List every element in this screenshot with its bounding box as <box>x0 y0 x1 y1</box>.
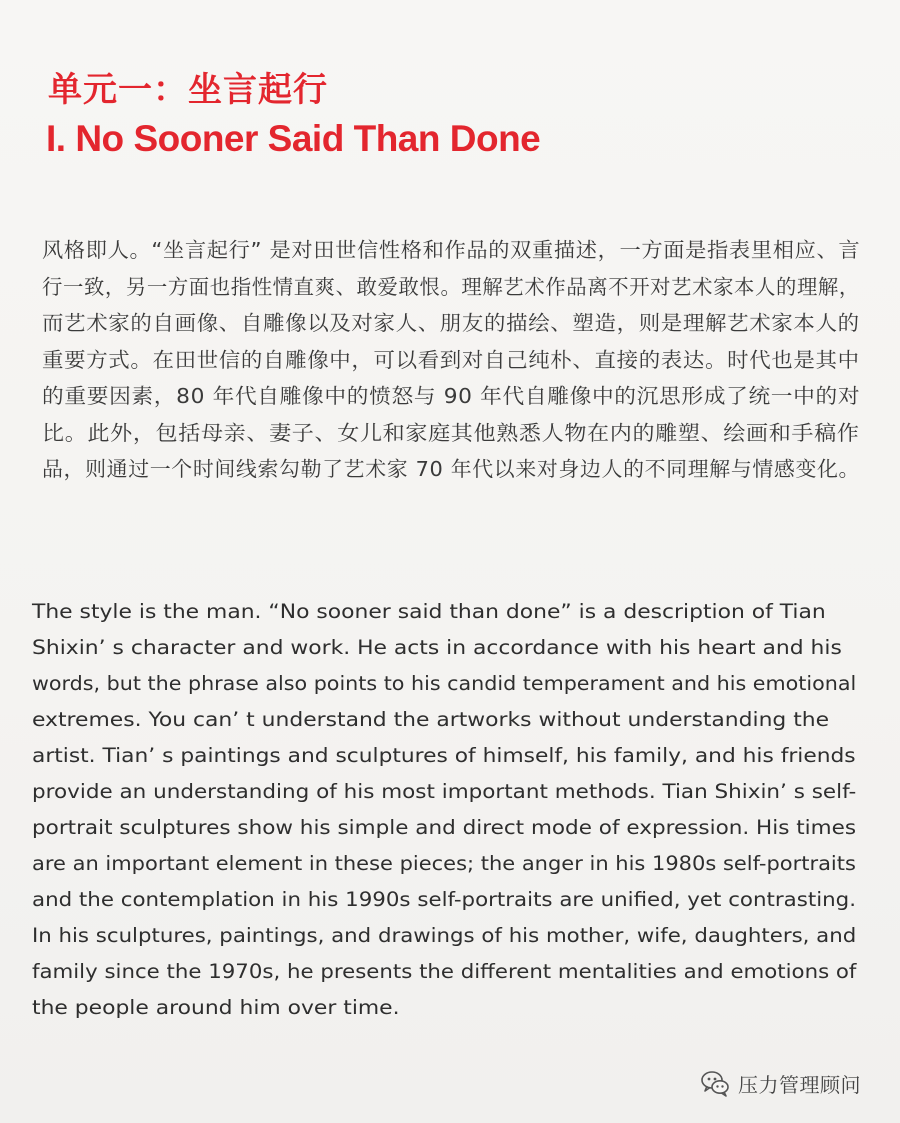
english-line: and the contemplation in his 1990s self-portraits are unified, yet contrasting. <box>32 888 856 911</box>
chinese-line: 风格即人。“坐言起行” 是对田世信性格和作品的双重描述，一方面是指表里相应、言 <box>42 238 861 262</box>
english-line: family since the 1970s, he presents the different mentalities and emotions of <box>32 960 857 983</box>
english-line: portrait sculptures show his simple and direct mode of expression. His times <box>32 816 857 839</box>
english-line: Shixin’ s character and work. He acts in accordance with his heart and his <box>32 636 842 659</box>
wechat-watermark <box>700 1068 861 1098</box>
english-line: the people around him over time. <box>32 996 400 1019</box>
chinese-line: 品，则通过一个时间线索勾勒了艺术家 70 年代以来对身边人的不同理解与情感变化。 <box>42 457 861 481</box>
english-paragraph <box>32 594 862 1026</box>
chinese-line: 行一致，另一方面也指性情直爽、敢爱敢恨。理解艺术作品离不开对艺术家本人的理解， <box>42 274 860 299</box>
watermark-text: 压力管理顾问 <box>738 1072 861 1097</box>
wechat-icon <box>700 1068 730 1098</box>
chinese-paragraph <box>42 232 862 488</box>
english-line: The style is the man. “No sooner said than done” is a description of Tian <box>32 600 826 623</box>
section-title-chinese: 单元一：坐言起行 <box>48 70 328 110</box>
section-title-english: I. No Sooner Said Than Done <box>46 118 541 159</box>
english-line: In his sculptures, paintings, and drawings of his mother, wife, daughters, and <box>32 924 857 947</box>
english-line: artist. Tian’ s paintings and sculptures of himself, his family, and his friends <box>32 744 856 767</box>
chinese-line: 的重要因素，80 年代自雕像中的愤怒与 90 年代自雕像中的沉思形成了统一中的对 <box>42 384 861 408</box>
english-line: extremes. You can’ t understand the artworks without understanding the <box>32 708 830 731</box>
english-line: provide an understanding of his most important methods. Tian Shixin’ s self- <box>32 780 857 803</box>
english-line: words, but the phrase also points to his candid temperament and his emotional <box>32 672 857 695</box>
chinese-line: 重要方式。在田世信的自雕像中，可以看到对自己纯朴、直接的表达。时代也是其中 <box>42 347 860 372</box>
chinese-line: 比。此外，包括母亲、妻子、女儿和家庭其他熟悉人物在内的雕塑、绘画和手稿作 <box>42 420 860 445</box>
chinese-line: 而艺术家的自画像、自雕像以及对家人、朋友的描绘、塑造，则是理解艺术家本人的 <box>42 311 860 335</box>
english-line: are an important element in these pieces; the anger in his 1980s self-portraits <box>32 852 856 875</box>
